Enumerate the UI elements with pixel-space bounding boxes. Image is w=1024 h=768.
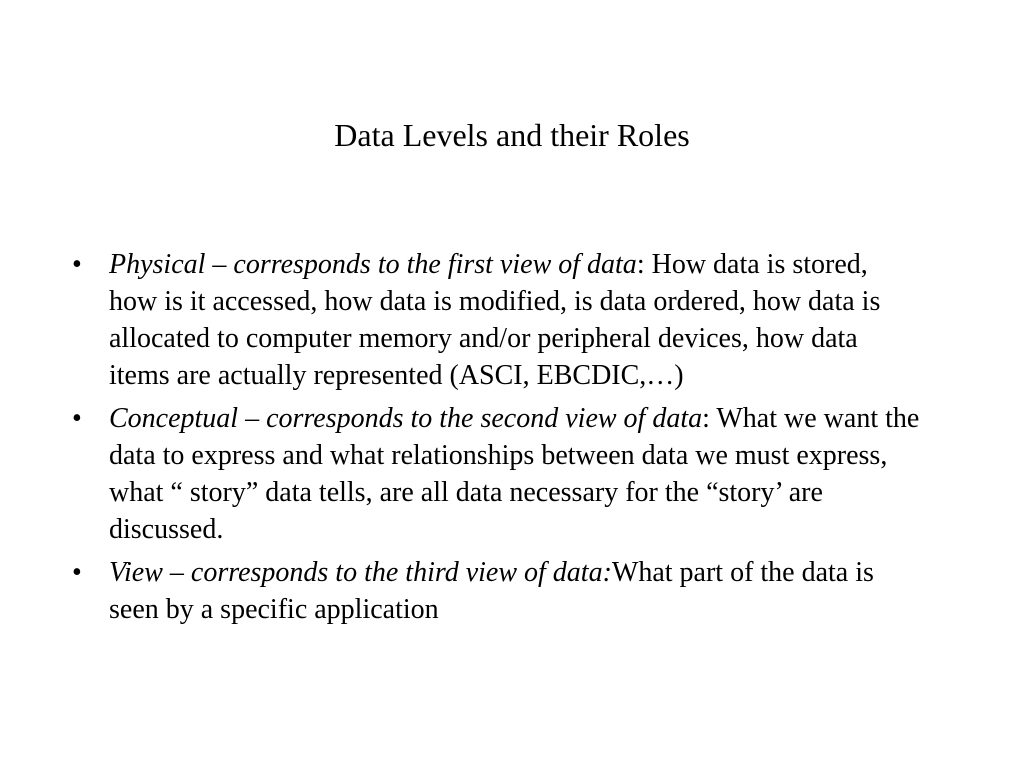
item-text: : What we want the data to express and what relationships between data we must express, what “ story” data tells, are all data necessary for the “story’ are discussed. bbox=[109, 403, 920, 545]
item-lead: Conceptual – corresponds to the second view of data bbox=[109, 403, 703, 434]
slide-title: Data Levels and their Roles bbox=[334, 117, 690, 153]
item-text: : How data is stored, how is it accessed, how data is modified, is data ordered, how data is allocated to computer memory and/or peripheral devices, how data items are actually represented (ASCI, EBCDIC,…) bbox=[109, 249, 881, 391]
item-lead: View – corresponds to the third view of data: bbox=[109, 557, 612, 588]
item-text: What part of the data is seen by a specific application bbox=[109, 557, 874, 625]
item-lead: Physical – corresponds to the first view of data bbox=[109, 249, 637, 280]
list-item bbox=[72, 246, 922, 394]
list-item bbox=[72, 400, 922, 548]
bullet-icon: • bbox=[72, 249, 82, 280]
bullet-icon: • bbox=[72, 557, 82, 588]
bullet-icon: • bbox=[72, 403, 82, 434]
bullet-list bbox=[72, 246, 922, 634]
list-item bbox=[72, 554, 922, 628]
